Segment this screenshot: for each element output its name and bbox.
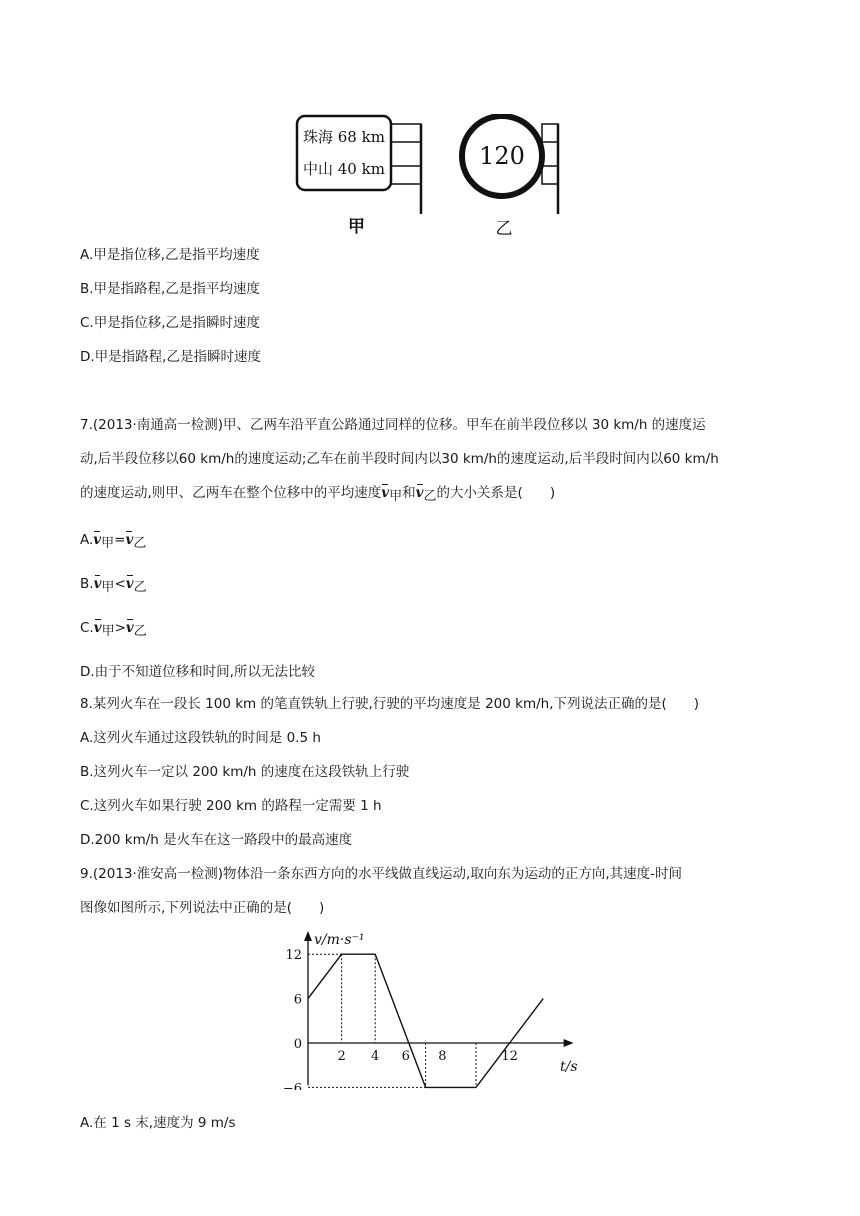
y-tick-label: −6 (282, 1081, 302, 1090)
q7-option-a: A.v甲=v乙 (80, 532, 147, 551)
x-tick-label: 8 (438, 1049, 447, 1064)
q6-option-c: C.甲是指位移,乙是指瞬时速度 (80, 315, 261, 331)
q9-stem-line1: 9.(2013·淮安高一检测)物体沿一条东西方向的水平线做直线运动,取向东为运动的正方向,其速度-时间 (80, 866, 683, 882)
q7-option-b: B.v甲<v乙 (80, 576, 147, 595)
x-tick-label: 6 (401, 1049, 410, 1064)
velocity-time-svg (280, 925, 590, 1090)
q9-stem-line2: 图像如图所示,下列说法中正确的是( ) (80, 900, 325, 916)
q7-stem-line3 (80, 483, 555, 507)
q8-option-d: D.200 km/h 是火车在这一路段中的最高速度 (80, 832, 353, 848)
v-bar-symbol: v (415, 485, 424, 501)
sub-yi: 乙 (423, 489, 437, 504)
q7-and: 和 (402, 485, 416, 501)
x-tick-label: 2 (337, 1049, 346, 1064)
v-bar-symbol: v (381, 485, 390, 501)
q7-option-c: C.v甲>v乙 (80, 620, 147, 639)
q7-stem-line2: 动,后半段位移以60 km/h的速度运动;乙车在前半段时间内以30 km/h的速度运动,后半段时间内以60 km/h (80, 451, 719, 467)
sign-line-zhuhai: 珠海 68 km (303, 128, 385, 146)
q8-option-b: B.这列火车一定以 200 km/h 的速度在这段铁轨上行驶 (80, 764, 410, 780)
x-axis-arrow (564, 1039, 574, 1047)
y-tick-label: 12 (285, 948, 302, 964)
sub-jia: 甲 (389, 489, 403, 504)
distance-sign-frame (391, 124, 421, 184)
q7-option-d: D.由于不知道位移和时间,所以无法比较 (80, 664, 315, 680)
q8-option-a: A.这列火车通过这段铁轨的时间是 0.5 h (80, 730, 321, 746)
velocity-time-graph (280, 925, 590, 1090)
caption-yi: 乙 (495, 219, 513, 239)
q8-stem: 8.某列火车在一段长 100 km 的笔直铁轨上行驶,行驶的平均速度是 200 km/h,下列说法正确的是( ) (80, 696, 700, 712)
caption-jia: 甲 (348, 217, 365, 237)
road-signs-figure (290, 114, 580, 244)
road-signs-svg (290, 114, 580, 244)
speed-limit-value: 120 (479, 142, 525, 170)
q6-option-d: D.甲是指路程,乙是指瞬时速度 (80, 349, 261, 365)
q6-option-b: B.甲是指路程,乙是指平均速度 (80, 281, 260, 297)
q7-stem-line3-end: 的大小关系是( ) (436, 485, 556, 501)
y-axis-label: v/m·s⁻¹ (314, 932, 365, 948)
x-tick-label: 12 (501, 1049, 518, 1064)
q7-stem-line3-text: 的速度运动,则甲、乙两车在整个位移中的平均速度 (80, 485, 382, 501)
y-tick-label: 0 (293, 1037, 302, 1052)
q6-option-a: A.甲是指位移,乙是指平均速度 (80, 247, 260, 263)
sign-line-zhongshan: 中山 40 km (303, 160, 385, 178)
q9-option-a: A.在 1 s 末,速度为 9 m/s (80, 1115, 236, 1131)
y-axis-arrow (304, 931, 312, 941)
q8-option-c: C.这列火车如果行驶 200 km 的路程一定需要 1 h (80, 798, 382, 814)
y-tick-label: 6 (293, 992, 302, 1008)
x-tick-label: 4 (371, 1049, 380, 1064)
x-axis-label: t/s (560, 1059, 578, 1075)
q7-stem-line1: 7.(2013·南通高一检测)甲、乙两车沿平直公路通过同样的位移。甲车在前半段位移以 30 km/h 的速度运 (80, 417, 706, 433)
